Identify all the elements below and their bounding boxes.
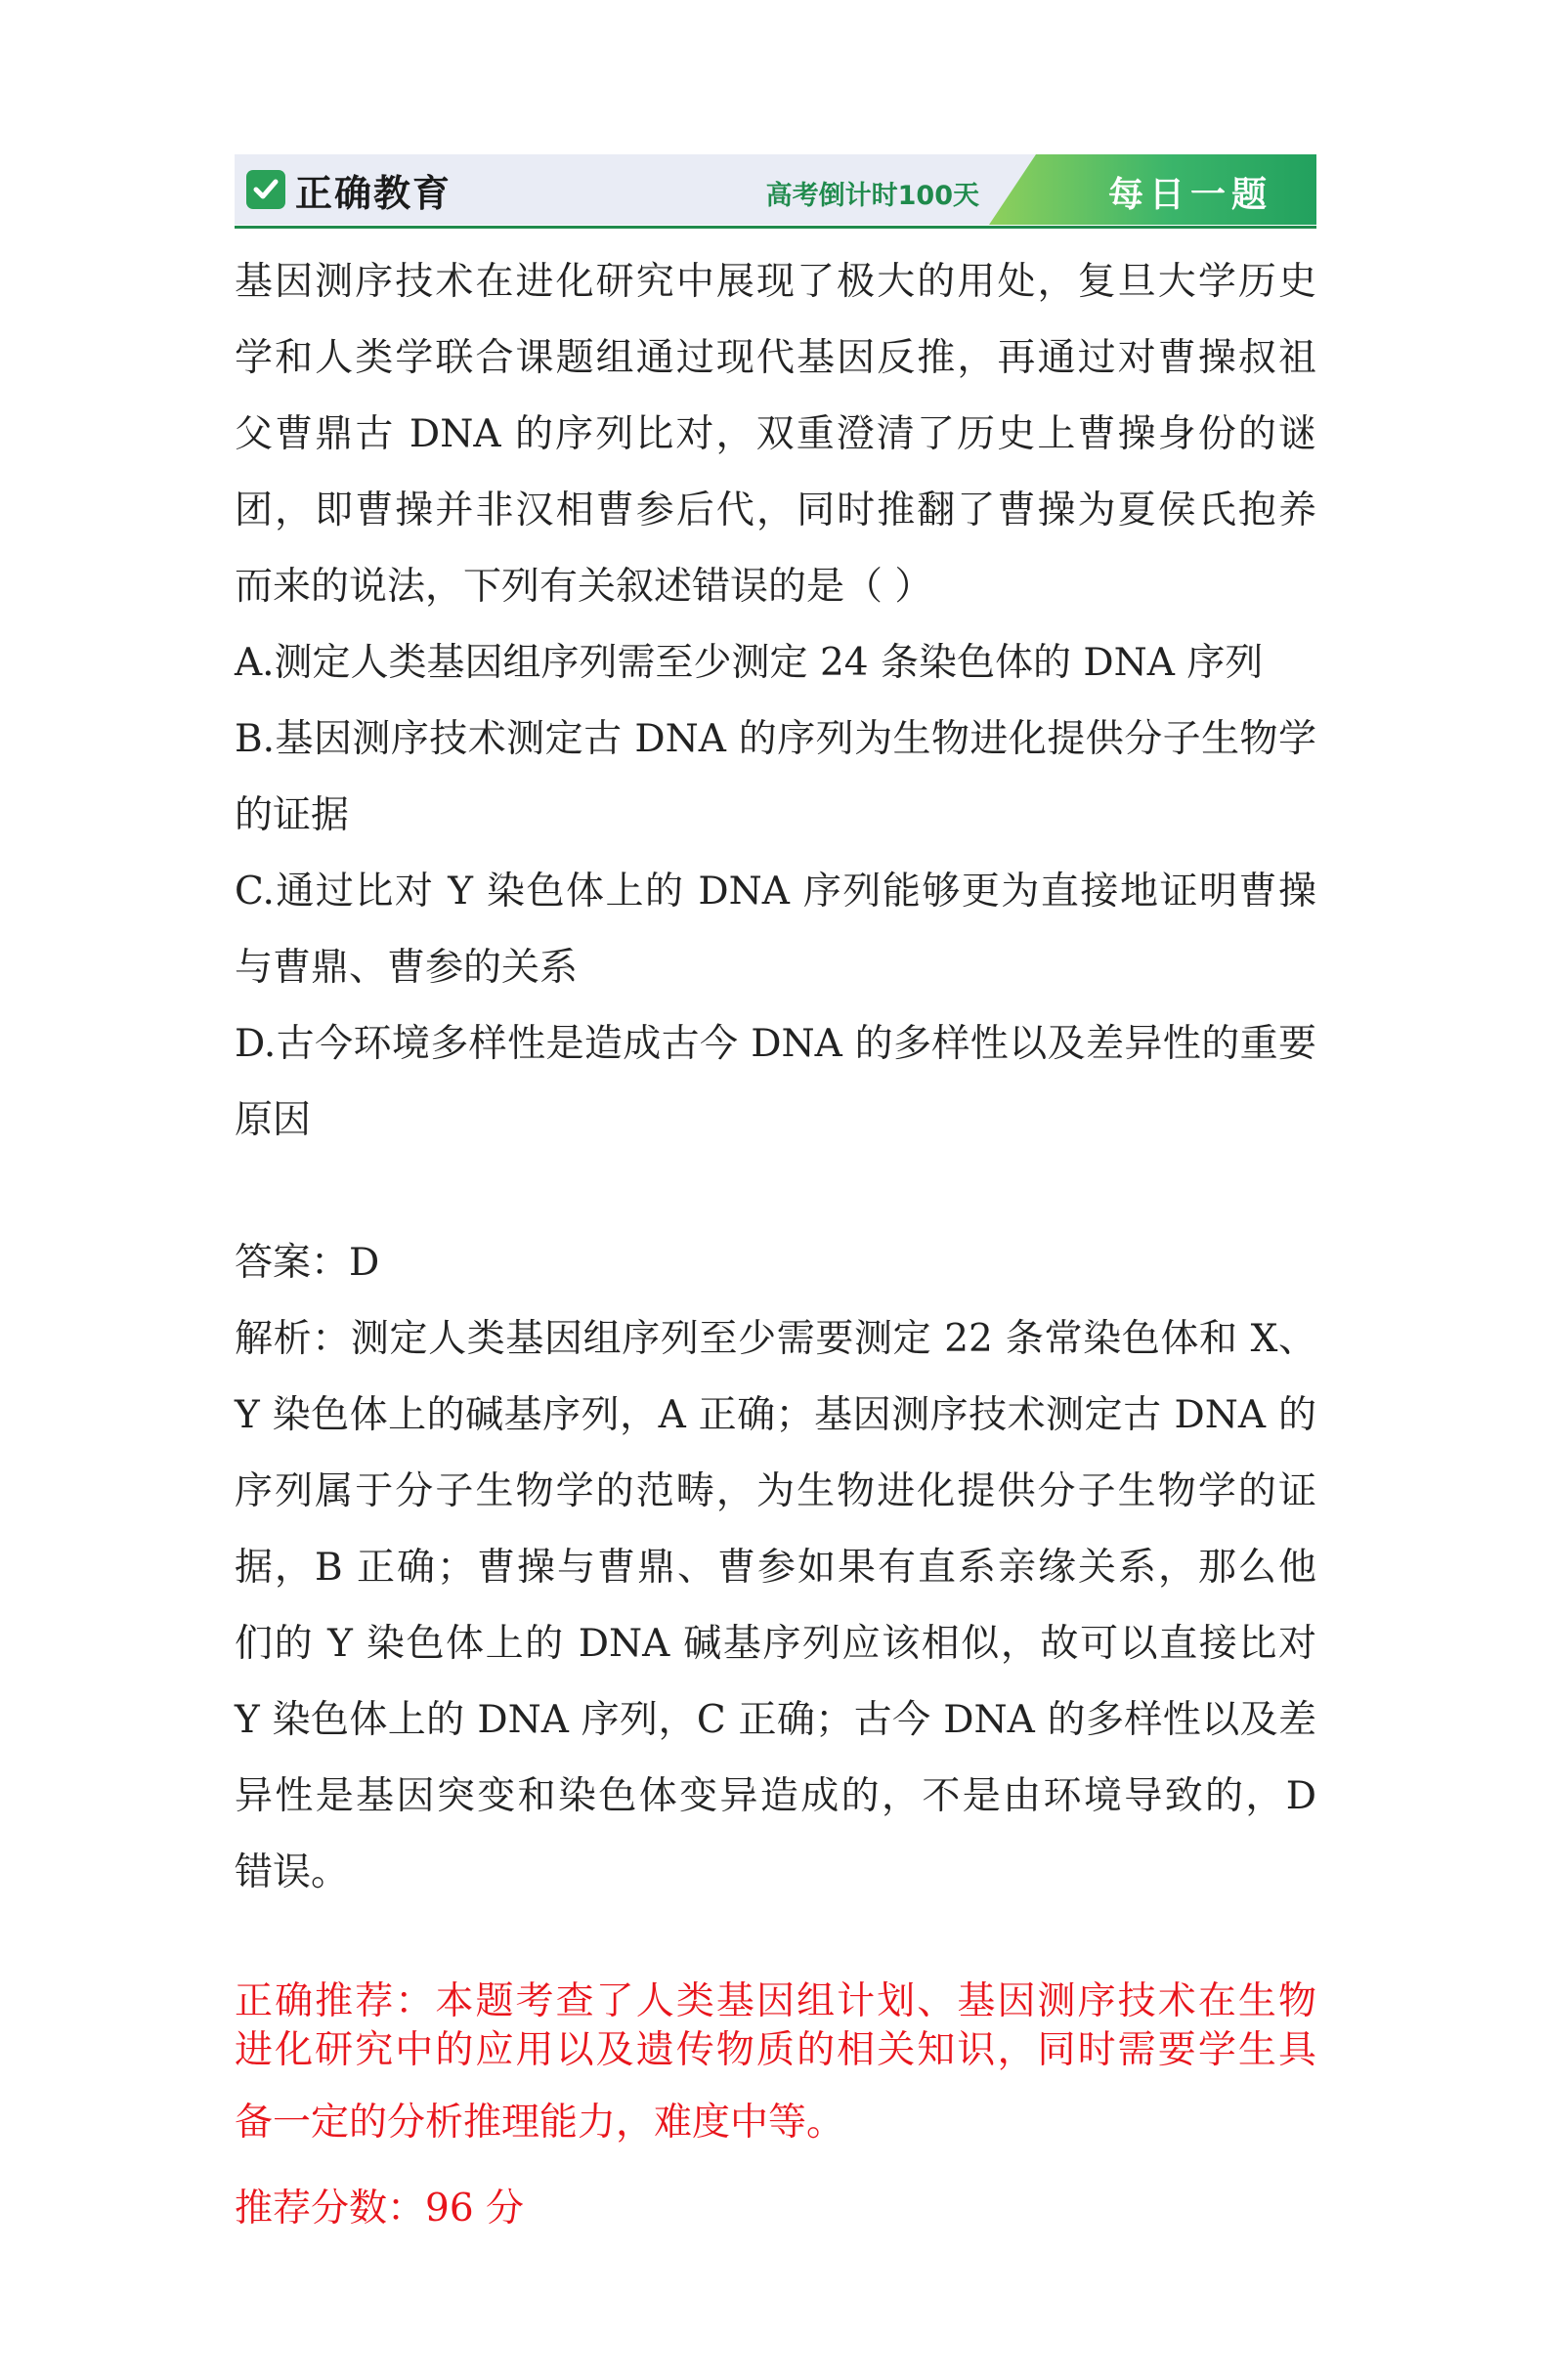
analysis-line: 异性是基因突变和染色体变异造成的，不是由环境导致的，D: [235, 1774, 1316, 1818]
stem-line: 基因测序技术在进化研究中展现了极大的用处，复旦大学历史: [235, 260, 1316, 304]
daily-question-label: 每日一题: [1107, 175, 1272, 215]
option-d-line: D.古今环境多样性是造成古今 DNA 的多样性以及差异性的重要: [235, 1022, 1316, 1066]
option-a-line: A.测定人类基因组序列需至少测定 24 条染色体的 DNA 序列: [235, 641, 1264, 685]
brand-name: 正确教育: [295, 171, 452, 215]
check-icon: [246, 170, 285, 209]
option-b: [235, 701, 1316, 854]
spacer: [235, 1159, 1316, 1225]
option-d-line: 原因: [235, 1098, 312, 1142]
recommendation-line: 进化研究中的应用以及遗传物质的相关知识，同时需要学生具: [235, 2028, 1316, 2072]
stem-line: 而来的说法，下列有关叙述错误的是（ ）: [235, 565, 933, 609]
stem-line: 父曹鼎古 DNA 的序列比对，双重澄清了历史上曹操身份的谜: [235, 412, 1316, 456]
banner-divider: [235, 226, 1316, 229]
analysis-line: Y 染色体上的碱基序列，A 正确；基因测序技术测定古 DNA 的: [235, 1393, 1316, 1437]
analysis-line: 们的 Y 染色体上的 DNA 碱基序列应该相似，故可以直接比对: [235, 1622, 1316, 1666]
recommendation-line: 备一定的分析推理能力，难度中等。: [235, 2101, 845, 2145]
option-c: [235, 854, 1316, 1006]
recommended-score: 推荐分数：96 分: [235, 2187, 525, 2231]
option-c-line: 与曹鼎、曹参的关系: [235, 946, 579, 990]
analysis-line: 错误。: [235, 1850, 350, 1894]
analysis-line: 据，B 正确；曹操与曹鼎、曹参如果有直系亲缘关系，那么他: [235, 1546, 1316, 1590]
option-b-line: B.基因测序技术测定古 DNA 的序列为生物进化提供分子生物学: [235, 717, 1316, 761]
recommendation-line: 正确推荐：本题考查了人类基因组计划、基因测序技术在生物: [235, 1979, 1316, 2023]
stem-line: 学和人类学联合课题组通过现代基因反推，再通过对曹操叔祖: [235, 336, 1316, 380]
analysis-line: 解析：测定人类基因组序列至少需要测定 22 条常染色体和 X、: [235, 1317, 1316, 1361]
option-a: [235, 625, 1316, 701]
document-body: [235, 244, 1316, 2247]
analysis-line: 序列属于分子生物学的范畴，为生物进化提供分子生物学的证: [235, 1469, 1316, 1513]
brand-logo: [246, 164, 452, 215]
countdown-text: 高考倒计时100天: [765, 181, 979, 211]
answer-line: 答案：D: [235, 1241, 380, 1285]
option-b-line: 的证据: [235, 793, 350, 837]
header-banner: [235, 154, 1316, 225]
option-c-line: C.通过比对 Y 染色体上的 DNA 序列能够更为直接地证明曹操: [235, 870, 1316, 914]
answer-section: [235, 1225, 1316, 1911]
stem-line: 团，即曹操并非汉相曹参后代，同时推翻了曹操为夏侯氏抱养: [235, 489, 1316, 532]
analysis-line: Y 染色体上的 DNA 序列，C 正确；古今 DNA 的多样性以及差: [235, 1698, 1316, 1742]
spacer: [235, 1911, 1316, 1977]
question-stem: [235, 244, 1316, 625]
recommendation-section: [235, 1977, 1316, 2247]
option-d: [235, 1006, 1316, 1159]
